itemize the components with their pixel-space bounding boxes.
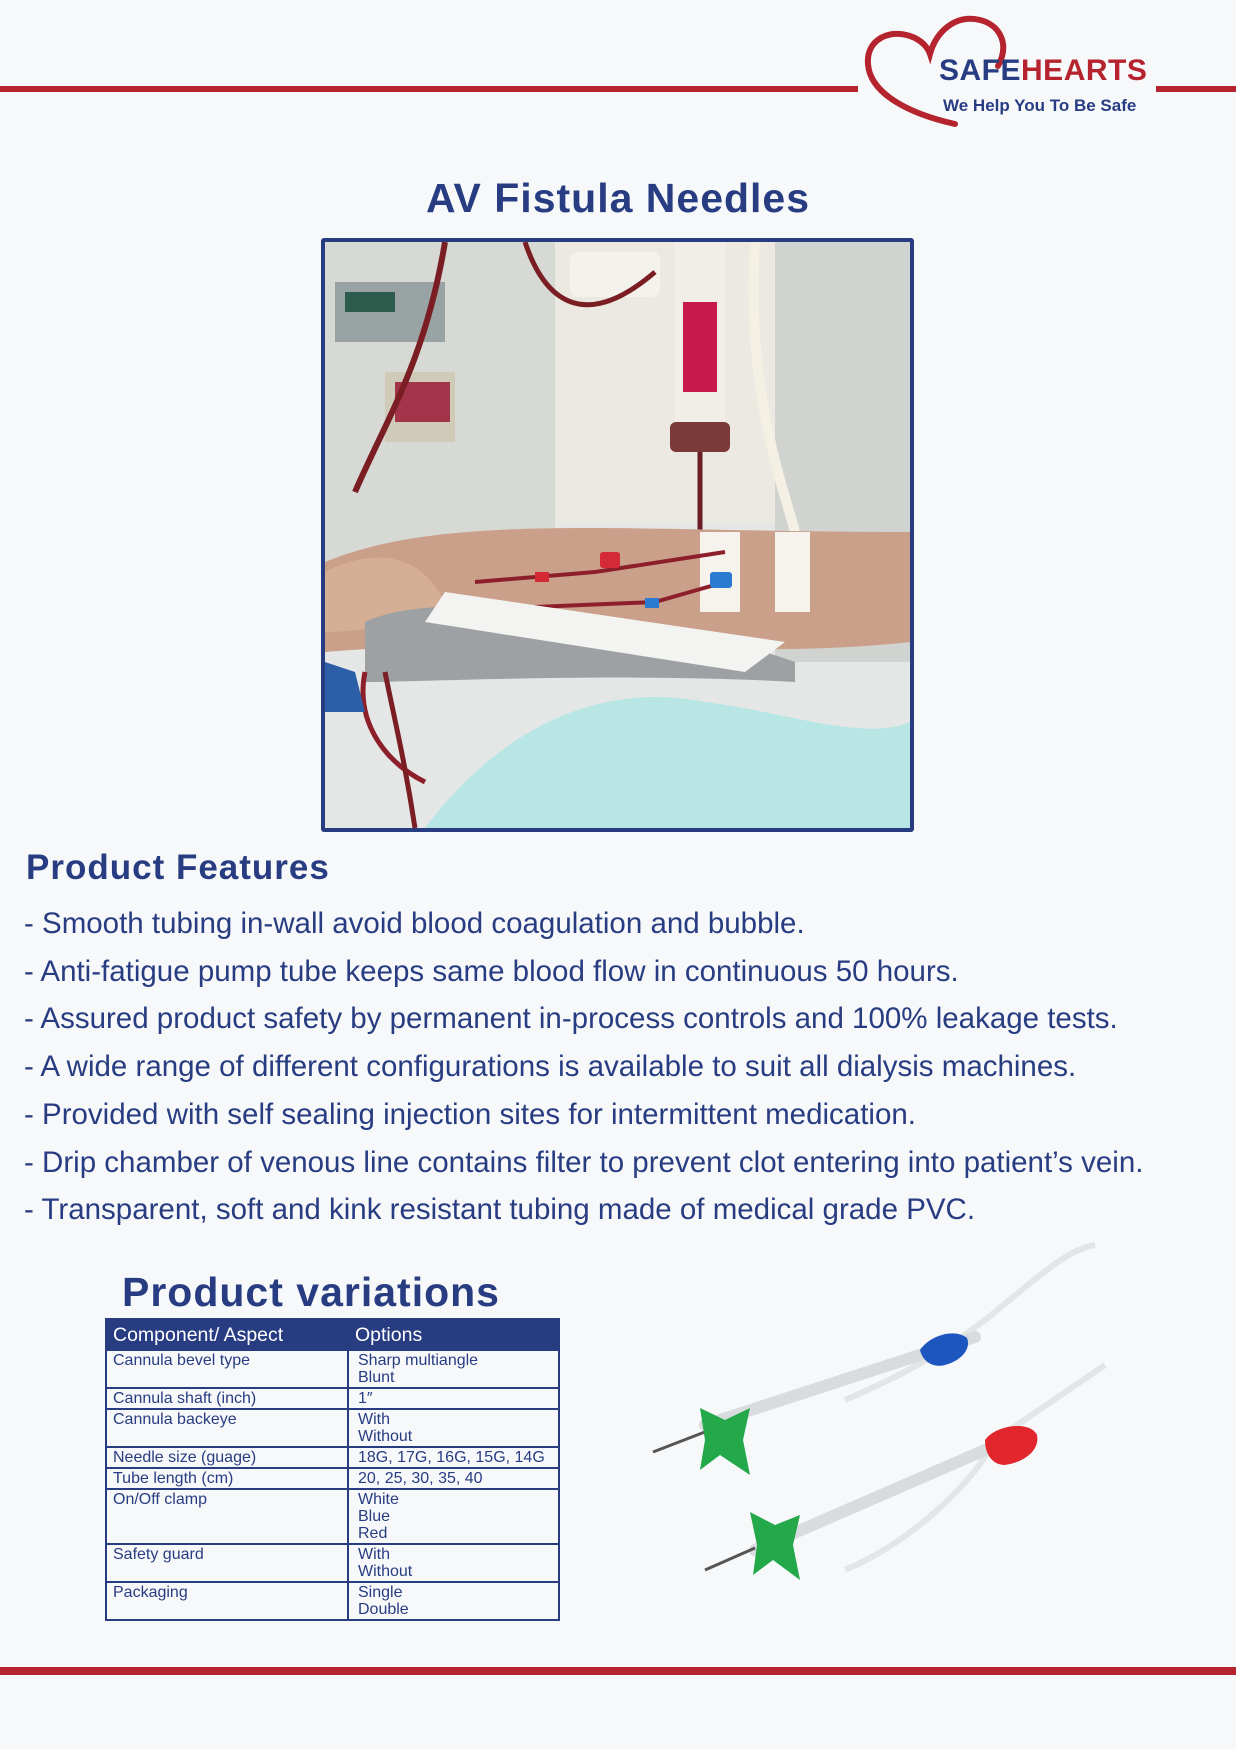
aspect-cell: Cannula backeye — [106, 1409, 348, 1447]
aspect-cell: Packaging — [106, 1582, 348, 1620]
features-list — [24, 900, 1143, 1234]
option-value: 1″ — [358, 1390, 373, 1407]
aspect-cell: On/Off clamp — [106, 1489, 348, 1544]
option-value: White — [358, 1491, 399, 1508]
logo-word-hearts: HEARTS — [1021, 54, 1148, 87]
option-value: Double — [358, 1601, 409, 1618]
aspect-cell: Safety guard — [106, 1544, 348, 1582]
table-row — [106, 1388, 559, 1409]
feature-item: - Anti-fatigue pump tube keeps same blood flow in continuous 50 hours. — [24, 954, 959, 988]
table-row — [106, 1582, 559, 1620]
table-row — [106, 1409, 559, 1447]
option-value: Without — [358, 1563, 413, 1580]
page-title: AV Fistula Needles — [425, 175, 811, 221]
feature-item: - Transparent, soft and kink resistant tubing made of medical grade PVC. — [24, 1193, 976, 1227]
option-value: With — [358, 1411, 390, 1428]
features-heading: Product Features — [26, 848, 330, 887]
option-value: Sharp multiangle — [358, 1352, 479, 1369]
option-value: 20, 25, 30, 35, 40 — [358, 1470, 483, 1487]
table-row — [106, 1489, 559, 1544]
options-cell — [348, 1544, 559, 1582]
header-rule-right — [1156, 86, 1236, 92]
aspect-cell: Cannula bevel type — [106, 1350, 348, 1388]
option-value: Red — [358, 1525, 388, 1542]
option-value: 18G, 17G, 16G, 15G, 14G — [358, 1449, 545, 1466]
variations-table — [105, 1318, 560, 1621]
header-rule-left — [0, 86, 858, 92]
options-cell — [348, 1582, 559, 1620]
dialysis-scene-illustration — [325, 242, 910, 828]
options-cell — [348, 1489, 559, 1544]
feature-item: - A wide range of different configurations is available to suit all dialysis machines. — [24, 1050, 1077, 1084]
fistula-needles-illustration — [645, 1240, 1115, 1610]
option-value: With — [358, 1546, 390, 1563]
option-value: Blunt — [358, 1369, 395, 1386]
feature-item: - Smooth tubing in-wall avoid blood coagulation and bubble. — [24, 907, 805, 940]
column-header-options: Options — [348, 1319, 559, 1350]
aspect-cell: Needle size (guage) — [106, 1447, 348, 1468]
table-row — [106, 1350, 559, 1388]
options-cell — [348, 1447, 559, 1468]
options-cell — [348, 1350, 559, 1388]
options-cell — [348, 1409, 559, 1447]
logo-tagline: We Help You To Be Safe — [943, 96, 1137, 115]
feature-item: - Drip chamber of venous line contains filter to prevent clot entering into patient’s vein. — [24, 1145, 1144, 1179]
feature-item: - Assured product safety by permanent in-process controls and 100% leakage tests. — [24, 1002, 1118, 1036]
dialysis-photo — [321, 238, 914, 832]
needle-sets-image — [645, 1240, 1115, 1610]
table-row — [106, 1447, 559, 1468]
footer-rule — [0, 1667, 1236, 1675]
safehearts-logo — [850, 14, 1160, 142]
table-header-row — [106, 1319, 559, 1350]
feature-item: - Provided with self sealing injection sites for intermittent medication. — [24, 1097, 916, 1131]
table-row — [106, 1468, 559, 1489]
table-row — [106, 1544, 559, 1582]
aspect-cell: Tube length (cm) — [106, 1468, 348, 1489]
option-value: Single — [358, 1584, 403, 1601]
column-header-aspect: Component/ Aspect — [106, 1319, 348, 1350]
logo-word-safe: SAFE — [939, 54, 1022, 87]
options-cell — [348, 1388, 559, 1409]
variations-table-body — [106, 1350, 559, 1620]
variations-heading: Product variations — [122, 1269, 500, 1315]
option-value: Without — [358, 1428, 413, 1445]
option-value: Blue — [358, 1508, 391, 1525]
options-cell — [348, 1468, 559, 1489]
logo-wordmark — [939, 54, 1147, 88]
aspect-cell: Cannula shaft (inch) — [106, 1388, 348, 1409]
